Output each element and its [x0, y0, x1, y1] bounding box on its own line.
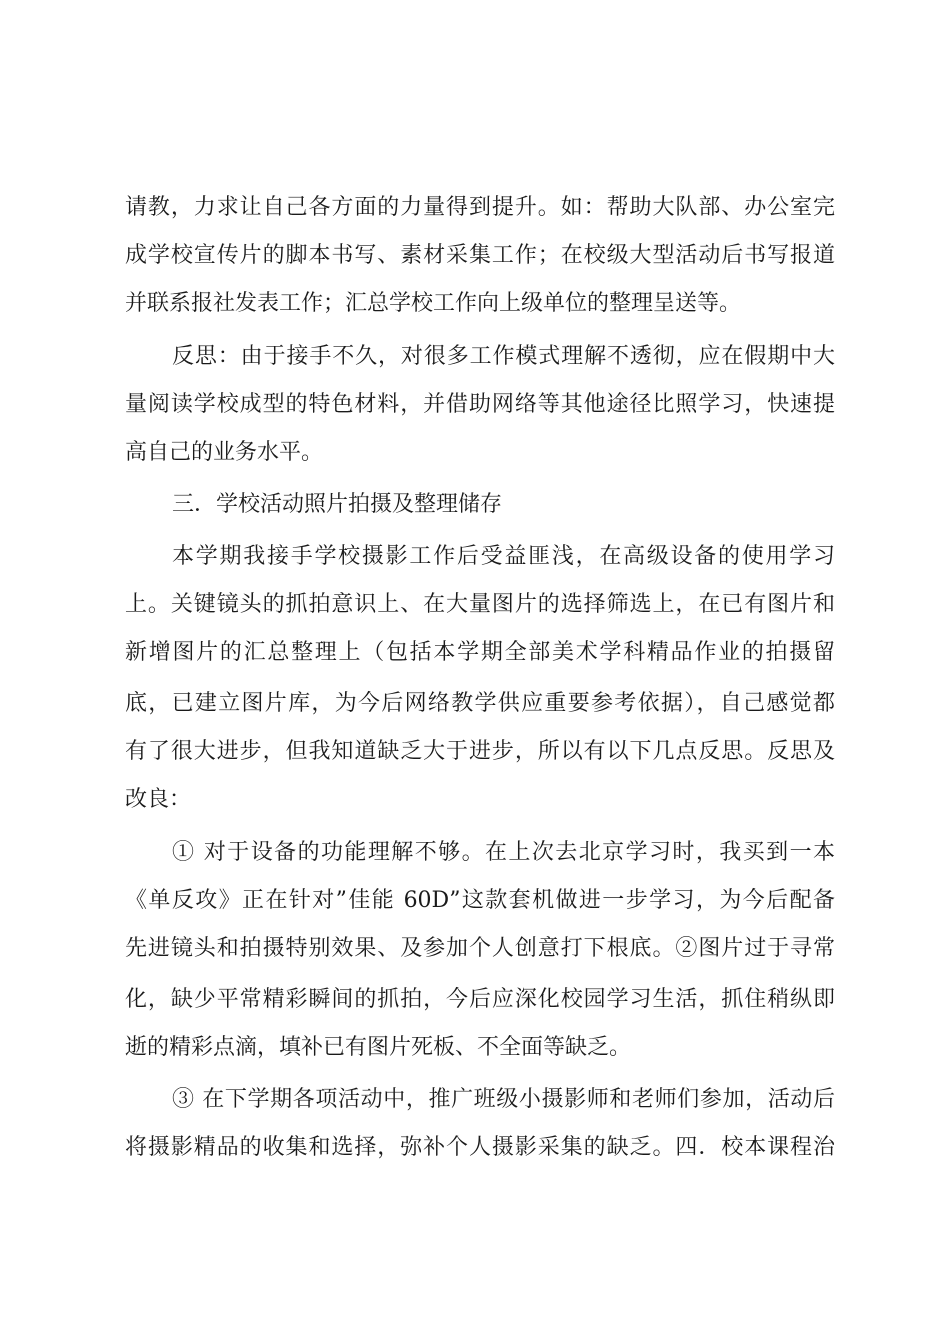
- paragraph-line: 有了很大进步，但我知道缺乏大于进步，所以有以下几点反思。反思及: [125, 739, 835, 764]
- paragraph-line: 将摄影精品的收集和选择，弥补个人摄影采集的缺乏。四．校本课程治: [125, 1135, 835, 1160]
- paragraph-line: 逝的精彩点滴，填补已有图片死板、不全面等缺乏。: [125, 1035, 632, 1060]
- section-heading: 三．学校活动照片拍摄及整理储存: [172, 492, 503, 517]
- paragraph-line: 成学校宣传片的脚本书写、素材采集工作；在校级大型活动后书写报道: [125, 243, 835, 268]
- paragraph-line: ① 对于设备的功能理解不够。在上次去北京学习时，我买到一本: [172, 840, 835, 865]
- paragraph-line: 《单反攻》正在针对”佳能 60D”这款套机做进一步学习，为今后配备: [125, 888, 835, 913]
- paragraph-line: 上。关键镜头的抓拍意识上、在大量图片的选择筛选上，在已有图片和: [125, 592, 835, 617]
- paragraph-line: 反思：由于接手不久，对很多工作模式理解不透彻，应在假期中大: [172, 344, 835, 369]
- paragraph-line: 量阅读学校成型的特色材料，并借助网络等其他途径比照学习，快速提: [125, 392, 835, 417]
- paragraph-line: 先进镜头和拍摄特别效果、及参加个人创意打下根底。②图片过于寻常: [125, 936, 835, 961]
- paragraph-line: 请教，力求让自己各方面的力量得到提升。如：帮助大队部、办公室完: [125, 195, 835, 220]
- paragraph-line: 并联系报社发表工作；汇总学校工作向上级单位的整理呈送等。: [125, 291, 742, 316]
- paragraph-line: 化，缺少平常精彩瞬间的抓拍，今后应深化校园学习生活，抓住稍纵即: [125, 987, 835, 1012]
- paragraph-line: 底，已建立图片库，为今后网络教学供应重要参考依据），自己感觉都: [125, 691, 835, 716]
- paragraph-line: 本学期我接手学校摄影工作后受益匪浅，在高级设备的使用学习: [172, 544, 835, 569]
- paragraph-line: ③ 在下学期各项活动中，推广班级小摄影师和老师们参加，活动后: [172, 1087, 835, 1112]
- paragraph-line: 改良：: [125, 787, 192, 812]
- paragraph-line: 高自己的业务水平。: [125, 440, 324, 465]
- paragraph-line: 新增图片的汇总整理上（包括本学期全部美术学科精品作业的拍摄留: [125, 640, 835, 665]
